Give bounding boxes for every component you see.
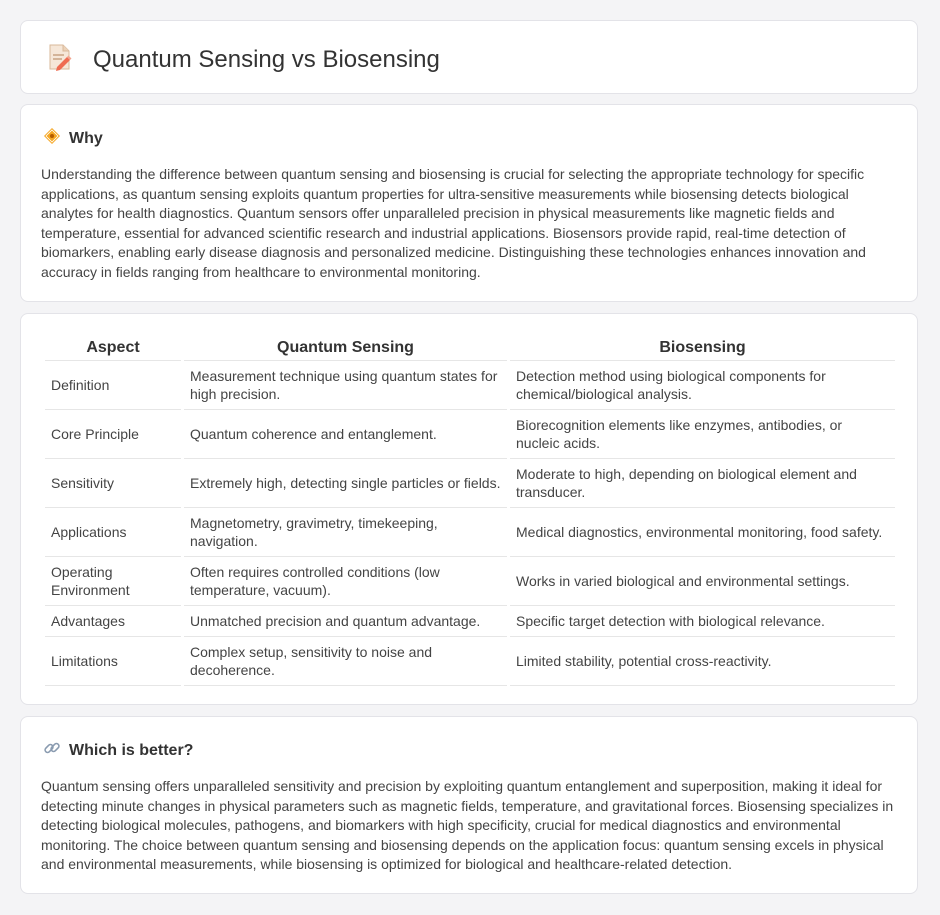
comparison-section — [20, 313, 918, 705]
cell-bio: Works in varied biological and environmental settings. — [510, 557, 895, 606]
cell-aspect: Limitations — [45, 637, 181, 686]
cell-bio: Detection method using biological components for chemical/biological analysis. — [510, 361, 895, 410]
title-card — [20, 20, 918, 94]
cell-quantum: Quantum coherence and entanglement. — [184, 410, 507, 459]
cell-quantum: Extremely high, detecting single particles or fields. — [184, 459, 507, 508]
why-title: Why — [69, 129, 103, 147]
cell-quantum: Magnetometry, gravimetry, timekeeping, navigation. — [184, 508, 507, 557]
link-icon — [43, 739, 61, 762]
cell-quantum: Complex setup, sensitivity to noise and decoherence. — [184, 637, 507, 686]
why-body: Understanding the difference between quantum sensing and biosensing is crucial for selecting the appropriate technology for specific applications, as quantum sensing exploits quantum properties for ultra-sensitive measurements while biosensing detects biological analytes for health diagnostics. Quantum sensors offer unparalleled precision in physical measurements like magnetic fields and temperature, essential for advanced scientific research and industrial applications. Biosensors provide rapid, real-time detection of biomarkers, enabling early disease diagnosis and personalized medicine. Distinguishing these technologies enhances innovation and accuracy in fields ranging from healthcare to environmental monitoring. — [41, 166, 866, 280]
cell-bio: Limited stability, potential cross-reactivity. — [510, 637, 895, 686]
cell-aspect: Sensitivity — [45, 459, 181, 508]
header-quantum-sensing: Quantum Sensing — [184, 336, 507, 361]
which-better-section — [20, 716, 918, 894]
cell-quantum: Unmatched precision and quantum advantage. — [184, 606, 507, 637]
cell-aspect: Advantages — [45, 606, 181, 637]
header-aspect: Aspect — [45, 336, 181, 361]
table-row — [45, 637, 895, 686]
table-row — [45, 361, 895, 410]
better-body: Quantum sensing offers unparalleled sensitivity and precision by exploiting quantum entanglement and superposition, making it ideal for detecting minute changes in physical parameters such as magnetic fields, temperature, and gravitational forces. Biosensing specializes in detecting biological molecules, pathogens, and biomarkers with high specificity, crucial for medical diagnostics and environmental monitoring. The choice between quantum sensing and biosensing depends on the application focus: quantum sensing excels in physical and environmental measurements, while biosensing is optimized for biological and healthcare-related detection. — [41, 778, 894, 872]
page-title: Quantum Sensing vs Biosensing — [93, 45, 440, 73]
cell-aspect: Operating Environment — [45, 557, 181, 606]
cell-bio: Specific target detection with biological relevance. — [510, 606, 895, 637]
cell-bio: Medical diagnostics, environmental monitoring, food safety. — [510, 508, 895, 557]
why-header — [43, 127, 103, 150]
better-header — [43, 739, 193, 762]
cell-bio: Moderate to high, depending on biological element and transducer. — [510, 459, 895, 508]
cell-quantum: Often requires controlled conditions (low temperature, vacuum). — [184, 557, 507, 606]
title-row — [47, 43, 440, 76]
cell-quantum: Measurement technique using quantum states for high precision. — [184, 361, 507, 410]
table-row — [45, 459, 895, 508]
cell-aspect: Applications — [45, 508, 181, 557]
table-row — [45, 557, 895, 606]
cell-aspect: Core Principle — [45, 410, 181, 459]
header-biosensing: Biosensing — [510, 336, 895, 361]
cell-bio: Biorecognition elements like enzymes, antibodies, or nucleic acids. — [510, 410, 895, 459]
diamond-sign-icon — [43, 127, 61, 150]
comparison-table — [42, 336, 898, 686]
document-pencil-icon — [47, 43, 73, 76]
why-section — [20, 104, 918, 302]
better-title: Which is better? — [69, 741, 194, 759]
table-row — [45, 410, 895, 459]
table-header-row — [45, 336, 895, 361]
cell-aspect: Definition — [45, 361, 181, 410]
table-row — [45, 508, 895, 557]
table-row — [45, 606, 895, 637]
